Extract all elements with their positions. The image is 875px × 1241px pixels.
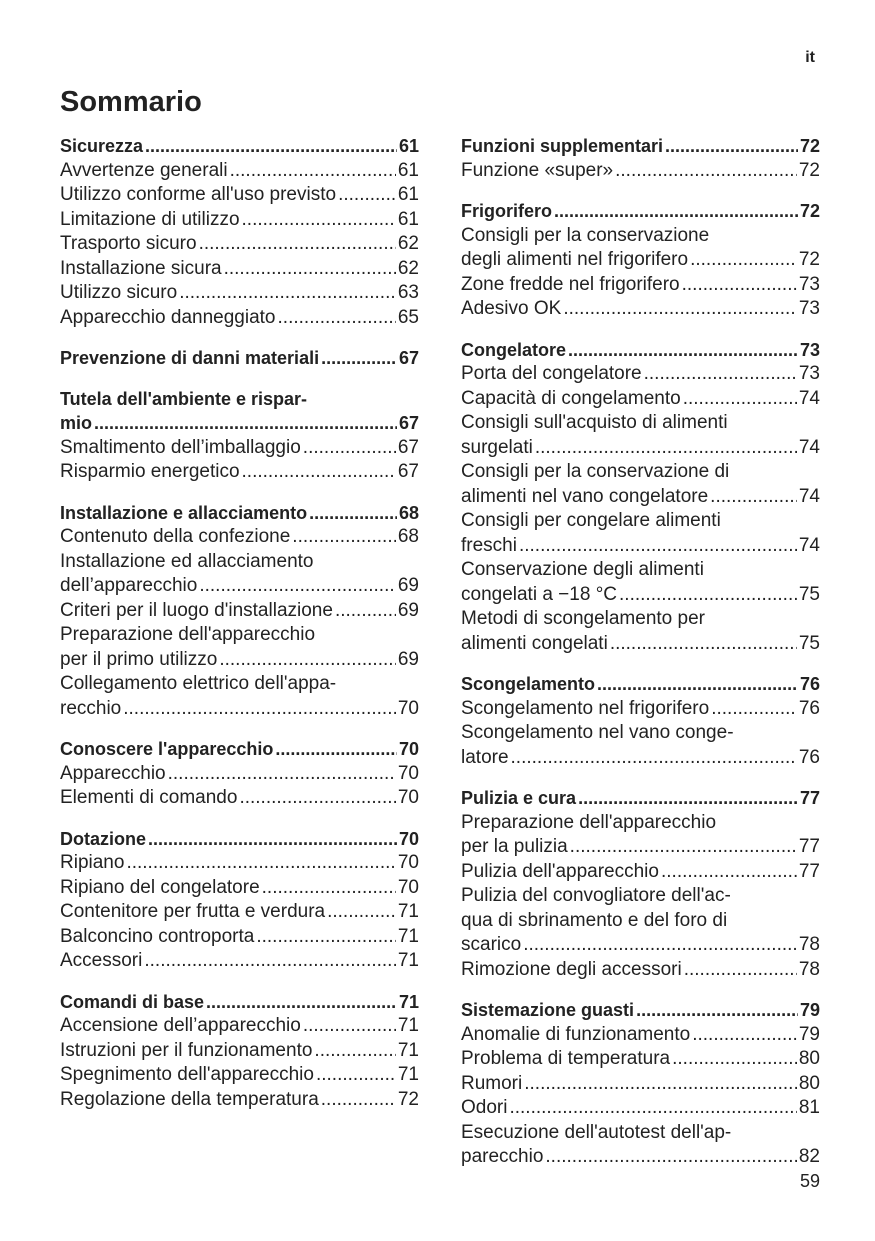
toc-heading-line: Tutela dell'ambiente e rispar-: [60, 388, 308, 409]
toc-entry[interactable]: [60, 900, 419, 925]
toc-entry[interactable]: [60, 436, 419, 461]
toc-section-heading[interactable]: [60, 346, 419, 371]
dot-leader: [644, 362, 797, 387]
toc-entry[interactable]: [60, 1039, 419, 1064]
toc-page-number: 73: [799, 339, 820, 360]
toc-page-number: 77: [798, 836, 820, 857]
toc-entry-title: alimenti nel vano congelatore: [461, 485, 709, 507]
dot-leader: [610, 632, 797, 657]
toc-entry-line: Metodi di scongelamento per: [461, 608, 705, 629]
dot-leader: [327, 900, 396, 925]
toc-entry-line: Preparazione dell'apparecchio: [461, 811, 717, 833]
toc-entry[interactable]: [60, 1063, 419, 1088]
toc-entry-title: Capacità di congelamento: [461, 387, 681, 409]
dot-leader: [523, 933, 797, 958]
toc-page-number: 61: [397, 184, 419, 205]
toc-section: [60, 387, 419, 485]
toc-page-number: 72: [799, 136, 820, 156]
toc-entry[interactable]: [60, 574, 419, 599]
toc-entry-title: Avvertenze generali: [60, 159, 228, 181]
toc-page-number: 80: [798, 1048, 820, 1069]
toc-entry-title: Elementi di comando: [60, 787, 238, 808]
dot-leader: [316, 1063, 396, 1088]
toc-section: [60, 737, 419, 811]
dot-leader: [511, 746, 797, 771]
toc-section-heading[interactable]: [461, 998, 820, 1023]
language-tag: it: [805, 49, 815, 66]
toc-entry-title: per la pulizia: [461, 836, 568, 857]
toc-page-number: 79: [799, 1000, 820, 1020]
toc-entry[interactable]: [60, 281, 419, 306]
dot-leader: [230, 159, 396, 184]
dot-leader: [148, 827, 397, 852]
toc-page-number: 76: [798, 746, 820, 768]
toc-section-heading[interactable]: [60, 411, 419, 436]
toc-section-heading[interactable]: [60, 990, 419, 1015]
toc-page-number: 74: [798, 436, 820, 458]
toc-entry[interactable]: [60, 925, 419, 950]
toc-entry-title: alimenti congelati: [461, 632, 608, 654]
toc-page-number: 68: [398, 502, 419, 523]
toc-page-number: 61: [398, 136, 419, 156]
toc-page-number: 72: [397, 1088, 419, 1110]
dot-leader: [692, 1023, 797, 1048]
toc-page-number: 71: [397, 1039, 419, 1061]
toc-entry[interactable]: [461, 159, 820, 184]
toc-section: [461, 199, 820, 322]
dot-leader: [94, 411, 397, 436]
toc-entry-title: Utilizzo conforme all'uso previsto: [60, 184, 337, 205]
toc-entry[interactable]: [60, 762, 419, 787]
dot-leader: [126, 851, 395, 876]
toc-page-number: 73: [798, 273, 820, 295]
toc-section: [60, 501, 419, 722]
dot-leader: [509, 1096, 796, 1121]
dot-leader: [144, 949, 396, 974]
toc-entry-title: Scongelamento nel frigorifero: [461, 697, 710, 719]
toc-page-number: 73: [798, 363, 820, 384]
toc-section: [461, 672, 820, 770]
toc-page-number: 76: [799, 674, 820, 694]
toc-section: [461, 998, 820, 1170]
toc-page-number: 78: [798, 934, 820, 955]
toc-entry[interactable]: [60, 232, 419, 257]
toc-entry[interactable]: [60, 257, 419, 282]
dot-leader: [690, 248, 797, 273]
toc-entry-title: Utilizzo sicuro: [60, 282, 178, 303]
toc-entry-title: Adesivo OK: [461, 298, 562, 319]
dot-leader: [224, 257, 396, 282]
toc-page-number: 70: [397, 697, 419, 719]
toc-page-number: 76: [798, 697, 820, 719]
toc-page-number: 69: [397, 599, 419, 621]
toc-page-number: 77: [798, 860, 820, 882]
toc-entry[interactable]: [461, 248, 820, 273]
toc-entry[interactable]: [461, 534, 820, 559]
toc-page-number: 70: [397, 876, 419, 898]
dot-leader: [262, 876, 396, 901]
toc-section: [60, 827, 419, 974]
toc-entry[interactable]: [461, 933, 820, 958]
toc-entry-line: Esecuzione dell'autotest dell'ap-: [461, 1121, 732, 1143]
dot-leader: [123, 697, 396, 722]
dot-leader: [619, 583, 797, 608]
toc-page-number: 71: [397, 1064, 419, 1085]
toc-column-left: [60, 134, 419, 1128]
toc-entry-title: Risparmio energetico: [60, 461, 240, 482]
toc-entry[interactable]: [461, 746, 820, 771]
dot-leader: [206, 990, 397, 1015]
dot-leader: [535, 436, 797, 461]
toc-entry[interactable]: [461, 958, 820, 983]
toc-page-number: 73: [798, 298, 820, 319]
toc-entry-title: Smaltimento dell’imballaggio: [60, 436, 301, 458]
toc-page-number: 67: [398, 413, 419, 433]
dot-leader: [199, 574, 396, 599]
toc-entry-title: per il primo utilizzo: [60, 648, 218, 670]
dot-leader: [168, 762, 396, 787]
dot-leader: [568, 338, 798, 363]
toc-entry[interactable]: [60, 697, 419, 722]
toc-entry[interactable]: [461, 1145, 820, 1170]
toc-entry-title: congelati a −18 °C: [461, 583, 618, 605]
toc-page-number: 70: [397, 852, 419, 873]
toc-entry-line: Consigli per congelare alimenti: [461, 510, 721, 531]
toc-entry[interactable]: [461, 632, 820, 657]
toc-entry-line: Pulizia del convogliatore dell'ac- qua di sbrinamento e del foro di: [461, 885, 731, 931]
toc-page-number: 75: [798, 583, 820, 605]
page-title: Sommario: [60, 86, 202, 118]
toc-page-number: 74: [798, 534, 820, 556]
toc-entry-title: dell’apparecchio: [60, 575, 198, 596]
toc-section: [60, 134, 419, 330]
dot-leader: [554, 199, 798, 224]
toc-page-number: 81: [798, 1097, 820, 1118]
toc-page-number: 77: [799, 788, 820, 808]
toc-entry-title: recchio: [60, 697, 122, 719]
toc-entry[interactable]: [60, 876, 419, 901]
dot-leader: [309, 501, 397, 526]
dot-leader: [683, 387, 797, 412]
dot-leader: [256, 925, 396, 950]
toc-entry[interactable]: [461, 436, 820, 461]
dot-leader: [199, 232, 396, 257]
toc-page-number: 74: [798, 387, 820, 409]
toc-entry-title: Ripiano: [60, 852, 125, 873]
toc-page-number: 75: [798, 632, 820, 654]
toc-section: [60, 346, 419, 371]
toc-entry-line: Collegamento elettrico dell'appa-: [60, 673, 337, 694]
toc-page-number: 71: [397, 1015, 419, 1036]
dot-leader: [545, 1145, 796, 1170]
dot-leader: [321, 346, 397, 371]
dot-leader: [672, 1047, 797, 1072]
toc-entry[interactable]: [60, 1088, 419, 1113]
toc-entry-title: degli alimenti nel frigorifero: [461, 249, 689, 270]
toc-section-heading[interactable]: [461, 199, 820, 224]
dot-leader: [563, 297, 797, 322]
toc-heading-title: Funzioni supplementari: [461, 136, 664, 156]
toc-entry-title: Ripiano del congelatore: [60, 876, 260, 898]
toc-entry-title: parecchio: [461, 1146, 544, 1167]
toc-entry-title: Odori: [461, 1097, 508, 1118]
toc-heading-title: Sistemazione guasti: [461, 1000, 635, 1020]
toc-entry[interactable]: [60, 306, 419, 331]
dot-leader: [636, 998, 798, 1023]
dot-leader: [179, 281, 396, 306]
toc-page-number: 82: [798, 1146, 820, 1167]
toc-entry-title: Accessori: [60, 950, 143, 971]
dot-leader: [242, 208, 396, 233]
toc-heading-title: Comandi di base: [60, 991, 205, 1012]
toc-heading-title: Conoscere l'apparecchio: [60, 739, 274, 759]
toc-page-number: 70: [398, 828, 419, 849]
toc-entry-title: Installazione sicura: [60, 257, 222, 279]
toc-entry[interactable]: [461, 697, 820, 722]
toc-entry[interactable]: [60, 525, 419, 550]
toc-page-number: 62: [397, 257, 419, 279]
toc-entry-title: surgelati: [461, 436, 533, 458]
toc-section: [60, 990, 419, 1113]
toc-entry[interactable]: [60, 786, 419, 811]
dot-leader: [665, 134, 798, 159]
toc-section-heading[interactable]: [60, 827, 419, 852]
toc-heading-title: Prevenzione di danni materiali: [60, 348, 320, 368]
toc-section-heading[interactable]: [60, 737, 419, 762]
toc-entry-title: Spegnimento dell'apparecchio: [60, 1064, 314, 1085]
toc-entry-title: Anomalie di funzionamento: [461, 1023, 691, 1045]
toc-entry[interactable]: [60, 1014, 419, 1039]
toc-entry-line: Conservazione degli alimenti: [461, 559, 704, 580]
toc-entry[interactable]: [461, 362, 820, 387]
dot-leader: [278, 306, 396, 331]
toc-page-number: 72: [799, 201, 820, 221]
toc-entry[interactable]: [60, 648, 419, 673]
toc-entry-title: Accensione dell’apparecchio: [60, 1015, 301, 1036]
toc-entry-line: Installazione ed allacciamento: [60, 550, 314, 572]
dot-leader: [597, 672, 798, 697]
toc-entry-title: Rumori: [461, 1072, 523, 1094]
dot-leader: [303, 436, 396, 461]
toc-entry[interactable]: [461, 297, 820, 322]
dot-leader: [242, 460, 396, 485]
toc-page-number: 62: [397, 233, 419, 254]
toc-entry[interactable]: [60, 949, 419, 974]
toc-section: [461, 786, 820, 982]
toc-entry-title: Apparecchio: [60, 762, 166, 784]
toc-entry-title: Rimozione degli accessori: [461, 958, 682, 980]
toc-entry-title: scarico: [461, 934, 522, 955]
toc-page-number: 70: [397, 762, 419, 784]
toc-entry[interactable]: [60, 460, 419, 485]
toc-page-number: 70: [397, 787, 419, 808]
dot-leader: [710, 485, 797, 510]
toc-entry-title: Contenuto della confezione: [60, 526, 291, 547]
toc-entry-title: Zone fredde nel frigorifero: [461, 273, 680, 295]
toc-entry-title: Istruzioni per il funzionamento: [60, 1039, 313, 1061]
toc-entry-title: Contenitore per frutta e verdura: [60, 901, 326, 922]
dot-leader: [578, 786, 798, 811]
toc-entry[interactable]: [60, 599, 419, 624]
dot-leader: [145, 134, 397, 159]
toc-page-number: 71: [397, 901, 419, 922]
dot-leader: [684, 958, 797, 983]
toc-entry[interactable]: [461, 583, 820, 608]
toc-heading-title: Installazione e allacciamento: [60, 502, 308, 523]
toc-entry-title: Criteri per il luogo d'installazione: [60, 599, 333, 621]
toc-entry[interactable]: [461, 860, 820, 885]
toc-entry[interactable]: [60, 183, 419, 208]
toc-section-heading[interactable]: [461, 338, 820, 363]
toc-entry-line: Consigli per la conservazione: [461, 224, 710, 246]
dot-leader: [338, 183, 396, 208]
toc-section-heading[interactable]: [461, 672, 820, 697]
toc-entry-title: Pulizia dell'apparecchio: [461, 860, 659, 882]
toc-heading-title: Sicurezza: [60, 136, 144, 156]
toc-page-number: 71: [397, 925, 419, 947]
toc-page-number: 78: [798, 958, 820, 980]
toc-entry-title: Regolazione della temperatura: [60, 1088, 319, 1110]
toc-entry[interactable]: [461, 1096, 820, 1121]
toc-page-number: 67: [397, 461, 419, 482]
toc-page-number: 79: [798, 1023, 820, 1045]
toc-heading-title: Frigorifero: [461, 201, 553, 221]
toc-entry-title: Limitazione di utilizzo: [60, 208, 240, 230]
toc-entry-title: freschi: [461, 534, 517, 556]
toc-entry[interactable]: [60, 159, 419, 184]
dot-leader: [219, 648, 396, 673]
toc-section-heading[interactable]: [461, 786, 820, 811]
toc-entry-line: Consigli sull'acquisto di alimenti: [461, 412, 728, 433]
toc-entry-title: Trasporto sicuro: [60, 233, 197, 254]
toc-page-number: 80: [798, 1072, 820, 1094]
dot-leader: [321, 1088, 396, 1113]
toc-page-number: 67: [398, 348, 419, 368]
toc-section-heading[interactable]: [461, 134, 820, 159]
toc-entry[interactable]: [461, 1023, 820, 1048]
toc-page-number: 69: [397, 575, 419, 596]
toc-column-right: [461, 134, 820, 1186]
toc-entry-line: Consigli per la conservazione di: [461, 461, 730, 482]
toc-page-number: 61: [397, 159, 419, 181]
page-number: 59: [799, 1171, 820, 1191]
toc-page-number: 70: [398, 739, 419, 759]
toc-page-number: 61: [397, 208, 419, 230]
dot-leader: [524, 1072, 797, 1097]
toc-entry[interactable]: [60, 851, 419, 876]
toc-page-number: 74: [798, 485, 820, 507]
toc-entry[interactable]: [461, 835, 820, 860]
toc-entry[interactable]: [461, 387, 820, 412]
toc-entry-line: Scongelamento nel vano conge-: [461, 722, 734, 743]
toc-heading-title: Congelatore: [461, 339, 567, 360]
toc-heading-title: Dotazione: [60, 828, 147, 849]
toc-entry-line: Preparazione dell'apparecchio: [60, 624, 316, 645]
dot-leader: [682, 273, 797, 298]
dot-leader: [239, 786, 395, 811]
toc-page-number: 65: [397, 306, 419, 328]
toc-section: [461, 338, 820, 657]
toc-page-number: 63: [397, 282, 419, 303]
dot-leader: [335, 599, 396, 624]
toc-entry-title: latore: [461, 746, 509, 768]
toc-page-number: 71: [398, 991, 419, 1012]
toc-entry[interactable]: [60, 208, 419, 233]
toc-heading-title: Scongelamento: [461, 674, 596, 694]
toc-heading-title: mio: [60, 413, 93, 433]
dot-leader: [711, 697, 797, 722]
toc-entry[interactable]: [461, 485, 820, 510]
toc-entry[interactable]: [461, 1072, 820, 1097]
dot-leader: [570, 835, 797, 860]
toc-entry[interactable]: [461, 273, 820, 298]
toc-entry-title: Porta del congelatore: [461, 363, 642, 384]
dot-leader: [314, 1039, 395, 1064]
toc-entry-title: Apparecchio danneggiato: [60, 306, 276, 328]
dot-leader: [519, 534, 797, 559]
toc-section-heading[interactable]: [60, 501, 419, 526]
toc-entry-title: Balconcino controporta: [60, 925, 255, 947]
toc-page-number: 72: [798, 249, 820, 270]
dot-leader: [303, 1014, 396, 1039]
toc-section-heading[interactable]: [60, 134, 419, 159]
toc-page-number: 67: [397, 436, 419, 458]
toc-entry-title: Problema di temperatura: [461, 1048, 671, 1069]
toc-page-number: 68: [397, 526, 419, 547]
toc-page-number: 69: [397, 648, 419, 670]
toc-heading-title: Pulizia e cura: [461, 788, 577, 808]
dot-leader: [661, 860, 797, 885]
toc-entry[interactable]: [461, 1047, 820, 1072]
toc-page-number: 72: [798, 159, 820, 181]
toc-page-number: 71: [397, 950, 419, 971]
dot-leader: [292, 525, 396, 550]
toc-entry-title: Funzione «super»: [461, 159, 614, 181]
dot-leader: [275, 737, 397, 762]
dot-leader: [615, 159, 797, 184]
toc-section: [461, 134, 820, 183]
